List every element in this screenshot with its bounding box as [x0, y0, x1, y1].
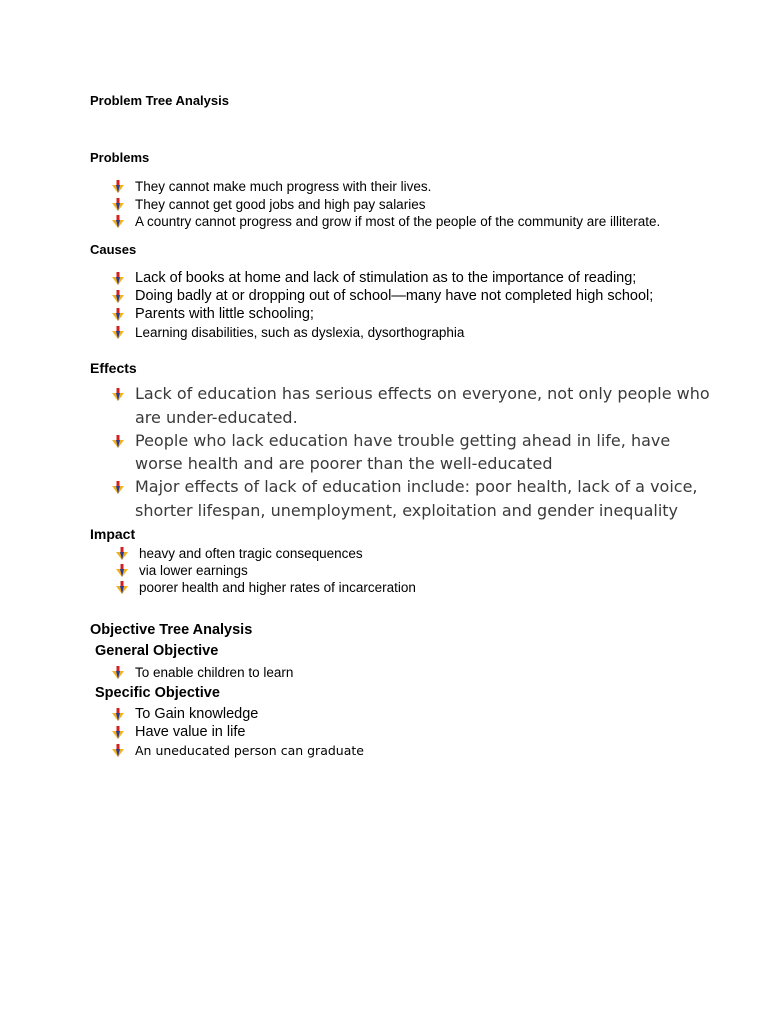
- effect-text-line1: Major effects of lack of education include: poor health, lack of a voice,: [135, 477, 698, 496]
- list-item: [94, 545, 416, 562]
- arrow-down-bullet-icon: [112, 481, 124, 494]
- problems-heading: Problems: [90, 150, 150, 165]
- list-item: [94, 579, 416, 596]
- arrow-down-bullet-icon: [112, 272, 124, 285]
- cause-text: Parents with little schooling;: [135, 306, 314, 322]
- problem-text: They cannot make much progress with their lives.: [135, 179, 432, 194]
- list-item: [90, 306, 653, 324]
- specific-objective-text: Have value in life: [135, 724, 246, 740]
- effects-heading: Effects: [90, 360, 137, 376]
- impact-text: heavy and often tragic consequences: [139, 546, 363, 561]
- arrow-down-bullet-icon: [116, 547, 128, 560]
- arrow-down-bullet-icon: [112, 708, 124, 721]
- arrow-down-bullet-icon: [112, 435, 124, 448]
- arrow-down-bullet-icon: [112, 290, 124, 303]
- effect-text-line2: worse health and are poorer than the well-educated: [135, 454, 553, 473]
- arrow-down-bullet-icon: [112, 388, 124, 401]
- list-item: [90, 213, 660, 231]
- problem-text: A country cannot progress and grow if most of the people of the community are illiterate.: [135, 214, 661, 229]
- impact-list: [94, 545, 416, 596]
- list-item: [90, 664, 293, 682]
- causes-heading: Causes: [90, 242, 137, 257]
- arrow-down-bullet-icon: [112, 744, 124, 757]
- list-item: [90, 196, 660, 214]
- list-item: [90, 429, 710, 476]
- list-item: [90, 706, 364, 724]
- objective-tree-title: Objective Tree Analysis: [90, 622, 253, 638]
- list-item: [90, 742, 364, 760]
- list-item: [90, 288, 653, 306]
- arrow-down-bullet-icon: [112, 726, 124, 739]
- effect-text-line1: People who lack education have trouble getting ahead in life, have: [135, 430, 671, 450]
- general-objective-list: [90, 664, 293, 682]
- arrow-down-bullet-icon: [112, 326, 124, 339]
- impact-heading: Impact: [90, 526, 136, 542]
- list-item: [90, 724, 364, 742]
- arrow-down-bullet-icon: [112, 308, 124, 321]
- list-item: [90, 475, 710, 522]
- specific-objective-list: [90, 706, 364, 760]
- list-item: [94, 562, 416, 579]
- effect-text-line2: shorter lifespan, unemployment, exploitation and gender inequality: [135, 500, 679, 520]
- problem-text: They cannot get good jobs and high pay salaries: [135, 196, 426, 212]
- specific-objective-text: An uneducated person can graduate: [135, 743, 364, 758]
- effects-list: [90, 382, 710, 522]
- arrow-down-bullet-icon: [112, 180, 124, 193]
- list-item: [90, 324, 653, 342]
- list-item: [90, 178, 660, 196]
- effect-text-line2: are under-educated.: [135, 407, 298, 427]
- arrow-down-bullet-icon: [112, 666, 124, 679]
- impact-text: poorer health and higher rates of incarceration: [139, 580, 416, 595]
- general-objective-text: To enable children to learn: [135, 665, 294, 680]
- list-item: [90, 382, 710, 429]
- effect-text-line1: Lack of education has serious effects on everyone, not only people who: [135, 384, 710, 403]
- page-title: Problem Tree Analysis: [90, 93, 229, 108]
- causes-list: [90, 270, 653, 342]
- arrow-down-bullet-icon: [112, 215, 124, 228]
- problems-list: [90, 178, 660, 231]
- arrow-down-bullet-icon: [116, 564, 128, 577]
- impact-text: via lower earnings: [139, 563, 248, 578]
- arrow-down-bullet-icon: [112, 198, 124, 211]
- specific-objective-text: To Gain knowledge: [135, 706, 259, 722]
- specific-objective-heading: Specific Objective: [95, 685, 220, 701]
- general-objective-heading: General Objective: [95, 643, 219, 659]
- list-item: [90, 270, 653, 288]
- arrow-down-bullet-icon: [116, 581, 128, 594]
- cause-text: Doing badly at or dropping out of school—many have not completed high school;: [135, 288, 654, 304]
- cause-text: Lack of books at home and lack of stimulation as to the importance of reading;: [135, 270, 637, 286]
- cause-text: Learning disabilities, such as dyslexia, dysorthographia: [135, 325, 465, 340]
